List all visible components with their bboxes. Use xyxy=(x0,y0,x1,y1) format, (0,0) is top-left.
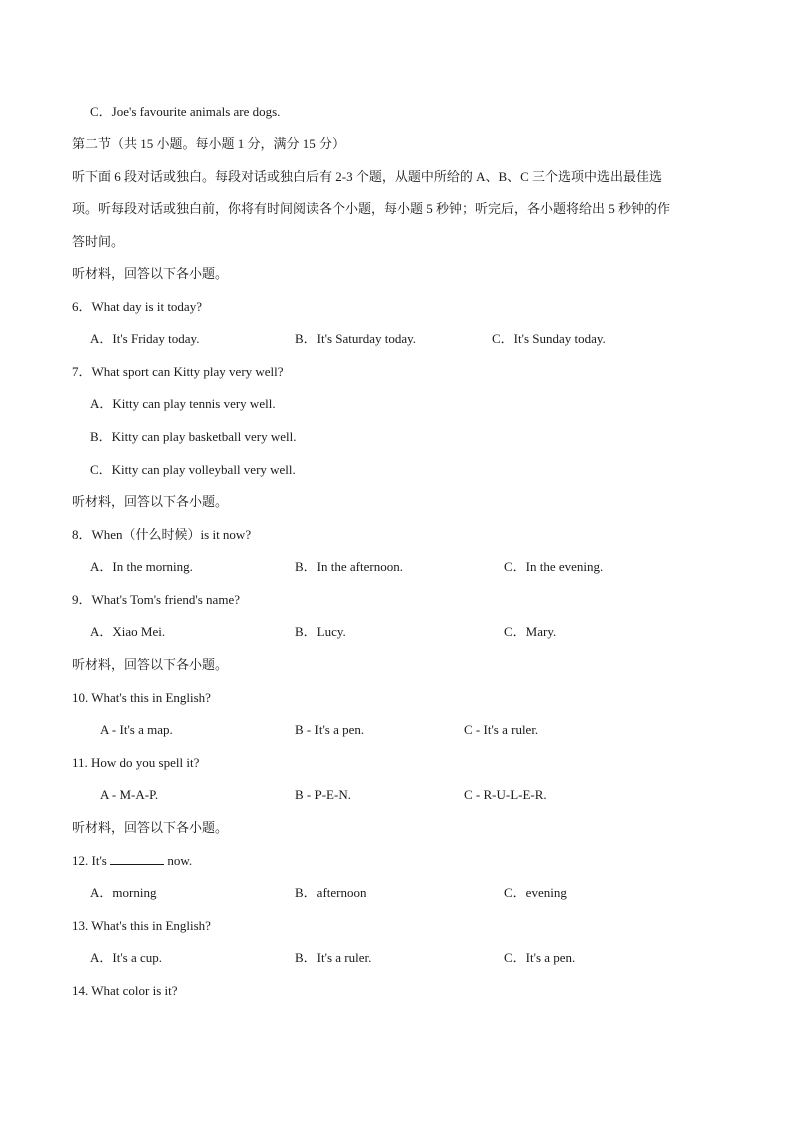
q7-option-a[interactable]: A．Kitty can play tennis very well. xyxy=(90,396,276,411)
material-prompt: 听材料，回答以下各小题。 xyxy=(72,494,229,509)
q10-option-a[interactable]: A - It's a map. xyxy=(100,722,173,737)
q8-option-a[interactable]: A．In the morning. xyxy=(90,559,193,574)
material-prompt: 听材料，回答以下各小题。 xyxy=(72,266,229,281)
q12-option-a[interactable]: A．morning xyxy=(90,885,157,900)
q8-stem: 8．When（什么时候）is it now? xyxy=(72,527,252,542)
instruction-line-3: 答时间。 xyxy=(72,234,125,249)
instruction-line-2: 项。听每段对话或独白前，你将有时间阅读各个小题，每小题 5 秒钟；听完后，各小题将给出 5 秒钟的作 xyxy=(72,201,671,216)
q12-option-c[interactable]: C．evening xyxy=(504,885,567,900)
q7-option-c[interactable]: C．Kitty can play volleyball very well. xyxy=(90,462,296,477)
q6-option-a[interactable]: A．It's Friday today. xyxy=(90,331,200,346)
q7-stem: 7．What sport can Kitty play very well? xyxy=(72,364,284,379)
q5-option-c: C．Joe's favourite animals are dogs. xyxy=(90,104,281,119)
section-title: 第二节（共 15 小题。每小题 1 分，满分 15 分） xyxy=(72,136,346,151)
answer-blank xyxy=(110,852,164,865)
q13-stem: 13. What's this in English? xyxy=(72,918,211,933)
q11-option-a[interactable]: A - M-A-P. xyxy=(100,787,159,802)
q9-option-b[interactable]: B．Lucy. xyxy=(295,624,346,639)
material-prompt: 听材料，回答以下各小题。 xyxy=(72,657,229,672)
q11-option-c[interactable]: C - R-U-L-E-R. xyxy=(464,787,547,802)
q13-option-a[interactable]: A．It's a cup. xyxy=(90,950,163,965)
q8-option-b[interactable]: B．In the afternoon. xyxy=(295,559,403,574)
q9-option-a[interactable]: A．Xiao Mei. xyxy=(90,624,166,639)
q10-option-b[interactable]: B - It's a pen. xyxy=(295,722,365,737)
q10-option-c[interactable]: C - It's a ruler. xyxy=(464,722,539,737)
q11-stem: 11. How do you spell it? xyxy=(72,755,200,770)
q12-option-b[interactable]: B．afternoon xyxy=(295,885,367,900)
q9-stem: 9．What's Tom's friend's name? xyxy=(72,592,240,607)
q11-option-b[interactable]: B - P-E-N. xyxy=(295,787,351,802)
q10-stem: 10. What's this in English? xyxy=(72,690,211,705)
instruction-line-1: 听下面 6 段对话或独白。每段对话或独白后有 2-3 个题，从题中所给的 A、B、C 三个选项中选出最佳选 xyxy=(72,169,663,184)
q6-stem: 6．What day is it today? xyxy=(72,299,202,314)
material-prompt: 听材料，回答以下各小题。 xyxy=(72,820,229,835)
q12-stem xyxy=(72,852,192,870)
q7-option-b[interactable]: B．Kitty can play basketball very well. xyxy=(90,429,297,444)
q9-option-c[interactable]: C．Mary. xyxy=(504,624,557,639)
q6-option-c[interactable]: C．It's Sunday today. xyxy=(492,331,606,346)
q12-stem-before: 12. It's xyxy=(72,853,107,868)
q8-option-c[interactable]: C．In the evening. xyxy=(504,559,604,574)
q13-option-b[interactable]: B．It's a ruler. xyxy=(295,950,372,965)
q13-option-c[interactable]: C．It's a pen. xyxy=(504,950,576,965)
q6-option-b[interactable]: B．It's Saturday today. xyxy=(295,331,417,346)
q12-stem-after: now. xyxy=(167,853,193,868)
q14-stem: 14. What color is it? xyxy=(72,983,178,998)
